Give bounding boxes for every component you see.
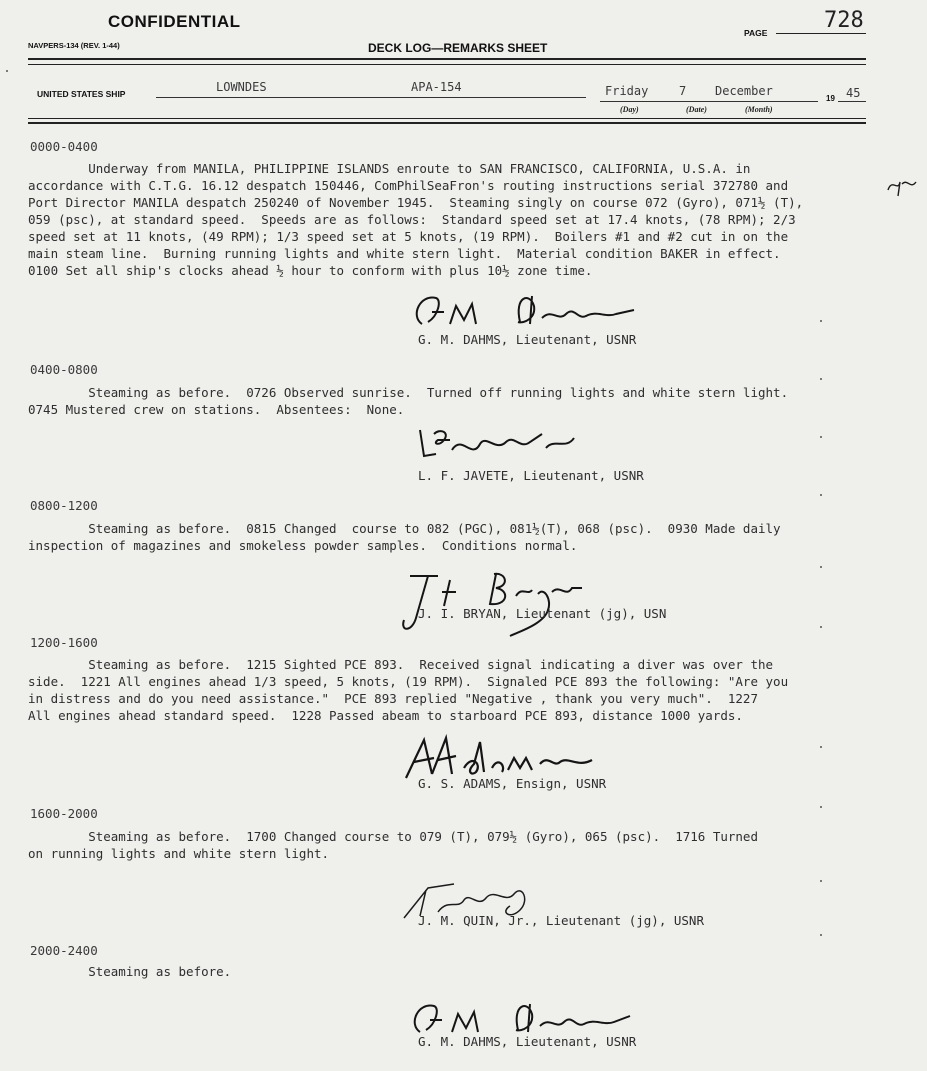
handwritten-signature-bryan — [398, 566, 588, 638]
ship-name: LOWNDES — [216, 80, 267, 94]
hull-number: APA-154 — [411, 80, 462, 94]
handwritten-signature-javete — [410, 420, 580, 470]
month-value: December — [715, 84, 773, 98]
signature-name-0000: G. M. DAHMS, Lieutenant, USNR — [418, 332, 637, 347]
year-suffix: 45 — [846, 86, 861, 100]
margin-dot — [820, 494, 822, 496]
day-value: Friday — [605, 84, 649, 98]
day-caption: (Day) — [620, 105, 639, 114]
watch-label-1600: 1600-2000 — [30, 806, 98, 821]
signature-name-0800: J. I. BRYAN, Lieutenant (jg), USN — [418, 606, 667, 621]
handwritten-signature-dahms — [402, 286, 642, 336]
page-number-line — [776, 33, 866, 34]
header-rule-top — [28, 58, 866, 60]
margin-dot — [820, 320, 822, 322]
page-number: 728 — [824, 8, 864, 33]
margin-dot — [820, 934, 822, 936]
signature-name-1600: J. M. QUIN, Jr., Lieutenant (jg), USNR — [418, 913, 704, 928]
margin-dot — [820, 626, 822, 628]
date-line — [600, 101, 818, 102]
margin-dot — [820, 566, 822, 568]
header-rule-bottom-thick — [28, 122, 866, 124]
margin-dot — [820, 806, 822, 808]
date-value: 7 — [679, 84, 687, 98]
watch-label-0800: 0800-1200 — [30, 498, 98, 513]
header-rule-bottom — [28, 118, 866, 119]
watch-remarks-0000: Underway from MANILA, PHILIPPINE ISLANDS enroute to SAN FRANCISCO, CALIFORNIA, U.S.A. in accordance with C.T.G. 16.12 despatch 150446, ComPhilSeaFron's routing instructions serial 372780 and Port Director MANILA despatch 250240 of November 1945. Steaming singly on course 072 (Gyro), 071½ (T), 059 (psc), at standard speed. Speeds are as follows: Standard speed set at 17.4 knots, (78 RPM); 2/3 speed set at 11 knots, (49 RPM); 1/3 speed set at 5 knots, (19 RPM). Boilers #1 and #2 cut in on the main steam line. Burning running lights and white stern light. Material condition BAKER in effect. 0100 Set all ship's clocks ahead ½ hour to conform with plus 10½ zone time. — [28, 161, 804, 278]
watch-label-0000: 0000-0400 — [30, 139, 98, 154]
form-number: NAVPERS-134 (REV. 1-44) — [28, 41, 120, 50]
margin-dot — [6, 70, 8, 72]
watch-remarks-1200: Steaming as before. 1215 Sighted PCE 893. Received signal indicating a diver was over the side. 1221 All engines ahead 1/3 speed, 5 knots, (19 RPM). Signaled PCE 893 the following: "Are you in distress and do you need assistance." PCE 893 replied "Negative , thank you very much". 1227 All engines ahead standard speed. 1228 Passed abeam to starboard PCE 893, distance 1000 yards. — [28, 657, 789, 723]
watch-remarks-0400: Steaming as before. 0726 Observed sunrise. Turned off running lights and white stern light. 0745 Mustered crew on stations. Absentees: None. — [28, 385, 789, 417]
page-label: PAGE — [744, 28, 768, 38]
watch-remarks-1600: Steaming as before. 1700 Changed course to 079 (T), 079½ (Gyro), 065 (psc). 1716 Turned on running lights and white stern light. — [28, 829, 758, 861]
watch-remarks-0800: Steaming as before. 0815 Changed course to 082 (PGC), 081½(T), 068 (psc). 0930 Made daily inspection of magazines and smokeless powder samples. Conditions normal. — [28, 521, 781, 553]
year-prefix: 19 — [826, 94, 835, 103]
watch-label-1200: 1200-1600 — [30, 635, 98, 650]
header-rule-top-thin — [28, 64, 866, 65]
margin-dot — [820, 378, 822, 380]
signature-name-0400: L. F. JAVETE, Lieutenant, USNR — [418, 468, 644, 483]
year-line — [838, 101, 866, 102]
margin-dot — [820, 436, 822, 438]
margin-dot — [820, 746, 822, 748]
margin-initials — [884, 172, 920, 198]
signature-name-2000: G. M. DAHMS, Lieutenant, USNR — [418, 1034, 637, 1049]
classification-heading: CONFIDENTIAL — [108, 12, 241, 31]
signature-name-1200: G. S. ADAMS, Ensign, USNR — [418, 776, 607, 791]
watch-label-2000: 2000-2400 — [30, 943, 98, 958]
watch-remarks-2000: Steaming as before. — [28, 964, 232, 979]
date-caption: (Date) — [686, 105, 707, 114]
ship-name-line — [156, 97, 586, 98]
ship-label: UNITED STATES SHIP — [37, 89, 126, 99]
month-caption: (Month) — [745, 105, 773, 114]
watch-label-0400: 0400-0800 — [30, 362, 98, 377]
sheet-title: DECK LOG—REMARKS SHEET — [368, 41, 548, 55]
margin-dot — [820, 880, 822, 882]
